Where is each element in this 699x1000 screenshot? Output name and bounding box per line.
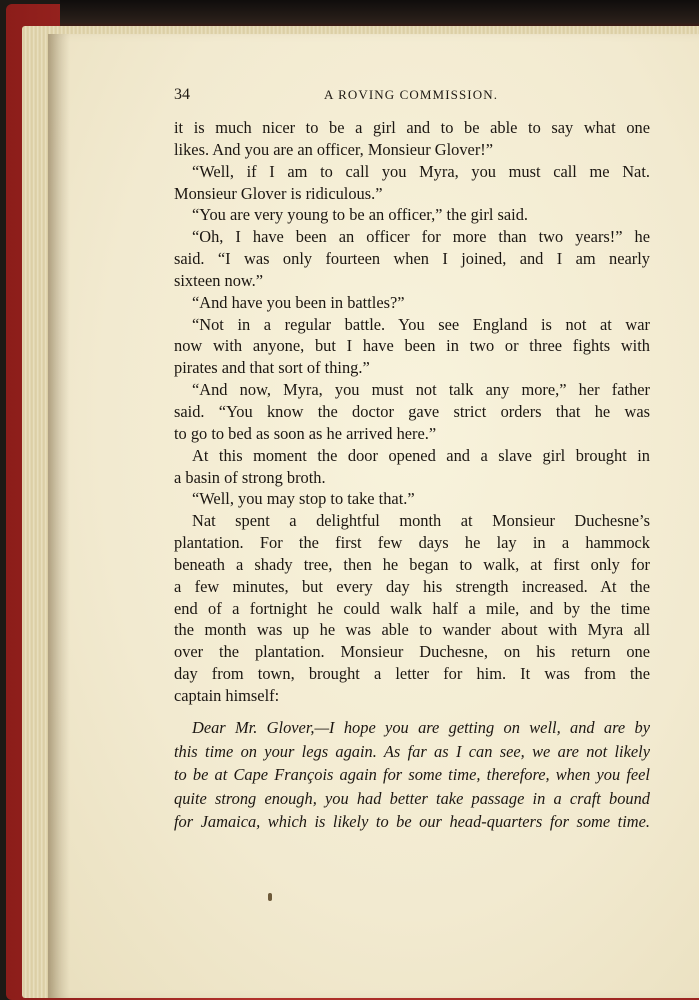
text-line: “You are very young to be an officer,” the girl said. <box>192 205 529 225</box>
text-line: Monsieur Glover is ridiculous.” <box>174 183 383 203</box>
text-line: At this moment the door opened and a slave girl brought in <box>192 445 650 465</box>
page-number: 34 <box>174 86 190 103</box>
text-line: end of a fortnight he could walk half a mile, and by the time <box>174 598 650 618</box>
running-head: A ROVING COMMISSION. <box>324 87 499 102</box>
text-line: pirates and that sort of thing.” <box>174 358 370 378</box>
text-line: “And now, Myra, you must not talk any more,” her father <box>192 380 650 400</box>
page-blemish <box>268 893 272 901</box>
text-line: “Not in a regular battle. You see England is not at war <box>192 314 650 334</box>
text-line: “Well, if I am to call you Myra, you must call me Nat. <box>192 161 650 181</box>
text-line: it is much nicer to be a girl and to be able to say what one <box>174 118 650 137</box>
text-line: to go to bed as soon as he arrived here.” <box>174 423 437 443</box>
body-text <box>174 117 650 707</box>
text-line: a basin of strong broth. <box>174 467 326 487</box>
text-line: day from town, brought a letter for him. It was from the <box>174 664 650 684</box>
text-line: Nat spent a delightful month at Monsieur Duchesne’s <box>192 511 650 531</box>
page-header <box>174 86 650 106</box>
text-line: “Oh, I have been an officer for more than two years!” he <box>192 227 650 247</box>
letter-line: Dear Mr. Glover,—I hope you are getting on well, and are by <box>192 718 650 737</box>
letter-line: for Jamaica, which is likely to be our head-quarters for some time. <box>174 812 650 832</box>
gutter-shadow <box>48 34 70 998</box>
text-line: said. “You know the doctor gave strict orders that he was <box>174 401 650 421</box>
text-line: “And have you been in battles?” <box>192 292 405 312</box>
text-line: the month was up he was able to wander about with Myra all <box>174 620 650 640</box>
text-line: said. “I was only fourteen when I joined, and I am nearly <box>174 249 650 269</box>
text-line: a few minutes, but every day his strength increased. At the <box>174 576 650 596</box>
letter-line: to be at Cape François again for some time, therefore, when you feel <box>174 765 650 785</box>
text-line: “Well, you may stop to take that.” <box>192 489 415 509</box>
text-line: now with anyone, but I have been in two or three fights with <box>174 336 650 356</box>
letter-line: this time on your legs again. As far as I can see, we are not likely <box>174 741 650 761</box>
text-line: captain himself: <box>174 685 280 705</box>
text-line: beneath a shady tree, then he began to walk, at first only for <box>174 554 650 574</box>
text-line: over the plantation. Monsieur Duchesne, on his return one <box>174 642 650 662</box>
text-line: sixteen now.” <box>174 270 264 290</box>
letter-text <box>174 716 650 834</box>
letter-line: quite strong enough, you had better take passage in a craft bound <box>174 788 650 808</box>
text-line: likes. And you are an officer, Monsieur Glover!” <box>174 139 494 159</box>
text-line: plantation. For the first few days he lay in a hammock <box>174 533 650 553</box>
